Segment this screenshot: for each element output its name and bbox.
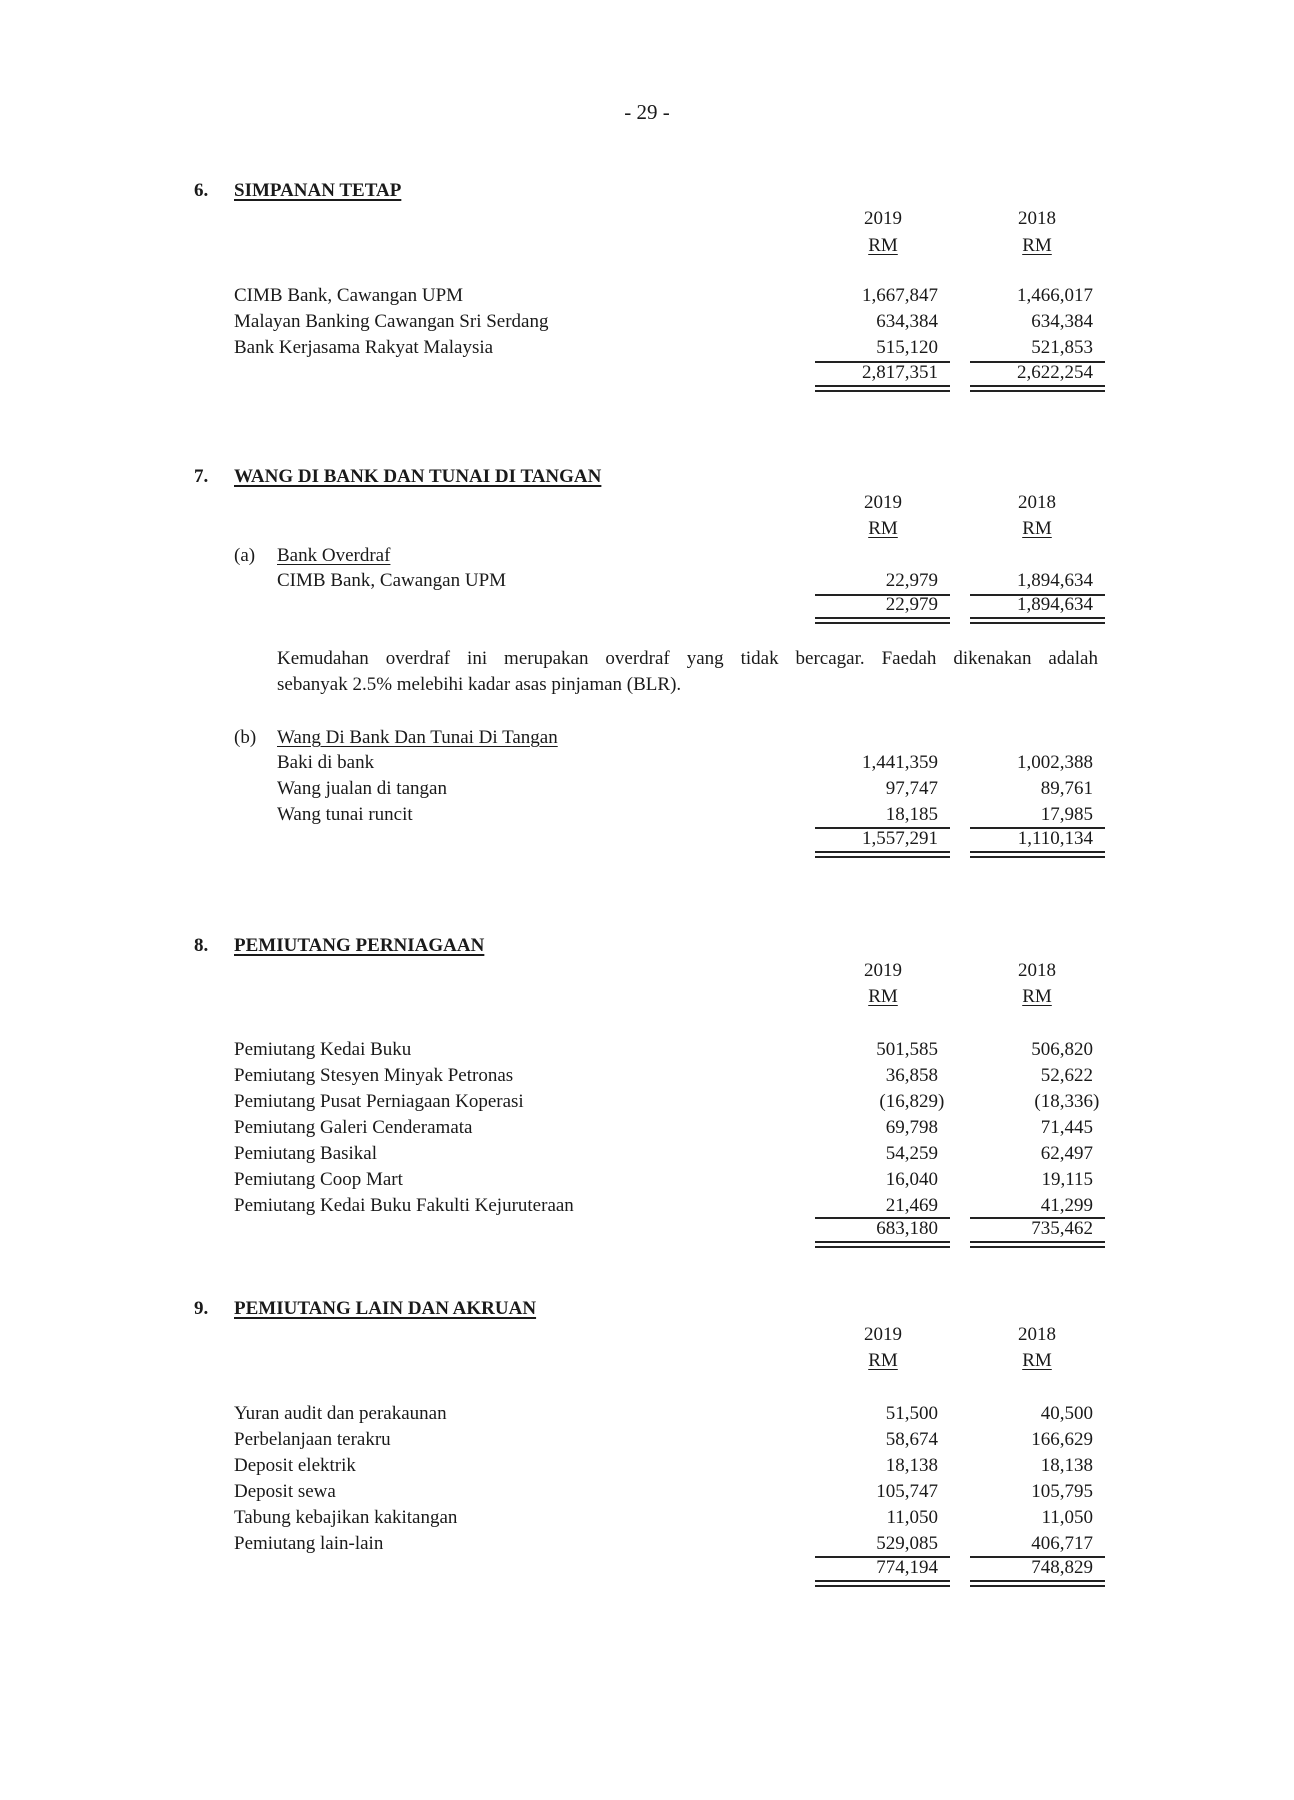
row-label: Pemiutang Stesyen Minyak Petronas: [234, 1065, 514, 1086]
value-2018: 62,497: [1040, 1143, 1093, 1164]
value-2019: 16,040: [885, 1169, 938, 1190]
row-label: Pemiutang Coop Mart: [234, 1169, 403, 1190]
double-underline: [815, 851, 950, 858]
value-2019: 51,500: [885, 1403, 938, 1424]
row-label: Deposit elektrik: [234, 1455, 356, 1476]
row-label: Pemiutang Kedai Buku Fakulti Kejuruteraan: [234, 1195, 574, 1216]
currency-header-2019: RM: [868, 235, 898, 256]
value-2019: 58,674: [885, 1429, 938, 1450]
total-2019: 1,557,291: [862, 828, 938, 849]
subsection-marker: (b): [234, 727, 257, 748]
row-label: Tabung kebajikan kakitangan: [234, 1507, 458, 1528]
value-2019: 21,469: [885, 1195, 938, 1216]
section-number: 7.: [194, 466, 209, 487]
double-underline: [815, 1580, 950, 1587]
section-title: WANG DI BANK DAN TUNAI DI TANGAN: [234, 466, 602, 487]
value-2019: 22,979: [885, 570, 938, 591]
subsection-marker: (a): [234, 545, 256, 566]
value-2018: 406,717: [1031, 1533, 1093, 1554]
value-2019: 501,585: [876, 1039, 938, 1060]
total-2018: 735,462: [1031, 1218, 1093, 1239]
row-label: Wang tunai runcit: [277, 804, 413, 825]
value-2019: 11,050: [886, 1507, 938, 1528]
year-header-2018: 2018: [1018, 208, 1056, 229]
year-header-2018: 2018: [1018, 960, 1056, 981]
row-label: Pemiutang lain-lain: [234, 1533, 384, 1554]
double-underline: [815, 1241, 950, 1248]
value-2018: 166,629: [1031, 1429, 1093, 1450]
value-2018: 521,853: [1031, 337, 1093, 358]
total-2018: 748,829: [1031, 1557, 1093, 1578]
subsection-title: Bank Overdraf: [277, 545, 391, 566]
currency-header-2019: RM: [868, 986, 898, 1007]
value-2018: 1,002,388: [1017, 752, 1093, 773]
double-underline: [815, 617, 950, 624]
value-2018: 19,115: [1041, 1169, 1093, 1190]
section-title: PEMIUTANG PERNIAGAAN: [234, 935, 485, 956]
row-label: Deposit sewa: [234, 1481, 336, 1502]
double-underline: [970, 1580, 1105, 1587]
year-header-2018: 2018: [1018, 492, 1056, 513]
section-title: SIMPANAN TETAP: [234, 180, 402, 201]
value-2019: 529,085: [876, 1533, 938, 1554]
double-underline: [970, 1241, 1105, 1248]
double-underline: [970, 851, 1105, 858]
subsection-title: Wang Di Bank Dan Tunai Di Tangan: [277, 727, 558, 748]
row-label: Perbelanjaan terakru: [234, 1429, 391, 1450]
value-2019: 36,858: [885, 1065, 938, 1086]
value-2019: 1,441,359: [862, 752, 938, 773]
year-header-2019: 2019: [864, 1324, 902, 1345]
value-2018: 105,795: [1031, 1481, 1093, 1502]
total-2018: 1,110,134: [1017, 828, 1093, 849]
note-line-1: Kemudahan overdraf ini merupakan overdraf yang tidak bercagar. Faedah dikenakan adalah: [277, 648, 1098, 669]
currency-header-2019: RM: [868, 1350, 898, 1371]
value-2019: 18,138: [885, 1455, 938, 1476]
row-label: Wang jualan di tangan: [277, 778, 447, 799]
value-2018: 89,761: [1040, 778, 1093, 799]
currency-header-2018: RM: [1022, 1350, 1052, 1371]
row-label: Pemiutang Basikal: [234, 1143, 378, 1164]
section-number: 9.: [194, 1298, 209, 1319]
value-2019: 18,185: [885, 804, 938, 825]
total-2019: 2,817,351: [862, 362, 938, 383]
value-2019: 1,667,847: [862, 285, 938, 306]
value-2019-negative: (16,829): [879, 1091, 945, 1112]
value-2019: 105,747: [876, 1481, 938, 1502]
value-2019: 54,259: [885, 1143, 938, 1164]
double-underline: [970, 617, 1105, 624]
row-label: Pemiutang Kedai Buku: [234, 1039, 412, 1060]
currency-header-2018: RM: [1022, 518, 1052, 539]
value-2018: 1,894,634: [1017, 570, 1093, 591]
row-label: CIMB Bank, Cawangan UPM: [277, 570, 507, 591]
total-2019: 774,194: [876, 1557, 938, 1578]
value-2019: 515,120: [876, 337, 938, 358]
currency-header-2019: RM: [868, 518, 898, 539]
row-label: Pemiutang Galeri Cenderamata: [234, 1117, 473, 1138]
section-title: PEMIUTANG LAIN DAN AKRUAN: [234, 1298, 537, 1319]
row-label: Pemiutang Pusat Perniagaan Koperasi: [234, 1091, 524, 1112]
page-number: - 29 -: [624, 100, 670, 124]
note-line-2: sebanyak 2.5% melebihi kadar asas pinjaman (BLR).: [277, 674, 682, 695]
total-2018: 2,622,254: [1017, 362, 1093, 383]
value-2019: 97,747: [885, 778, 938, 799]
overdraft-note: [277, 646, 1098, 698]
row-label: Bank Kerjasama Rakyat Malaysia: [234, 337, 494, 358]
year-header-2019: 2019: [864, 208, 902, 229]
total-2018: 1,894,634: [1017, 594, 1093, 615]
value-2018: 506,820: [1031, 1039, 1093, 1060]
value-2018: 634,384: [1031, 311, 1093, 332]
value-2018: 17,985: [1040, 804, 1093, 825]
value-2019: 634,384: [876, 311, 938, 332]
value-2018: 18,138: [1040, 1455, 1093, 1476]
value-2018-negative: (18,336): [1034, 1091, 1100, 1112]
total-2019: 683,180: [876, 1218, 938, 1239]
value-2018: 41,299: [1040, 1195, 1093, 1216]
value-2018: 11,050: [1041, 1507, 1093, 1528]
year-header-2019: 2019: [864, 960, 902, 981]
year-header-2018: 2018: [1018, 1324, 1056, 1345]
currency-header-2018: RM: [1022, 235, 1052, 256]
year-header-2019: 2019: [864, 492, 902, 513]
value-2018: 52,622: [1040, 1065, 1093, 1086]
total-2019: 22,979: [885, 594, 938, 615]
section-number: 8.: [194, 935, 209, 956]
currency-header-2018: RM: [1022, 986, 1052, 1007]
double-underline: [970, 385, 1105, 392]
double-underline: [815, 385, 950, 392]
row-label: Baki di bank: [277, 752, 375, 773]
section-number: 6.: [194, 180, 209, 201]
value-2018: 1,466,017: [1017, 285, 1093, 306]
value-2019: 69,798: [885, 1117, 938, 1138]
value-2018: 40,500: [1040, 1403, 1093, 1424]
value-2018: 71,445: [1040, 1117, 1093, 1138]
row-label: Yuran audit dan perakaunan: [234, 1403, 447, 1424]
row-label: CIMB Bank, Cawangan UPM: [234, 285, 464, 306]
row-label: Malayan Banking Cawangan Sri Serdang: [234, 311, 549, 332]
